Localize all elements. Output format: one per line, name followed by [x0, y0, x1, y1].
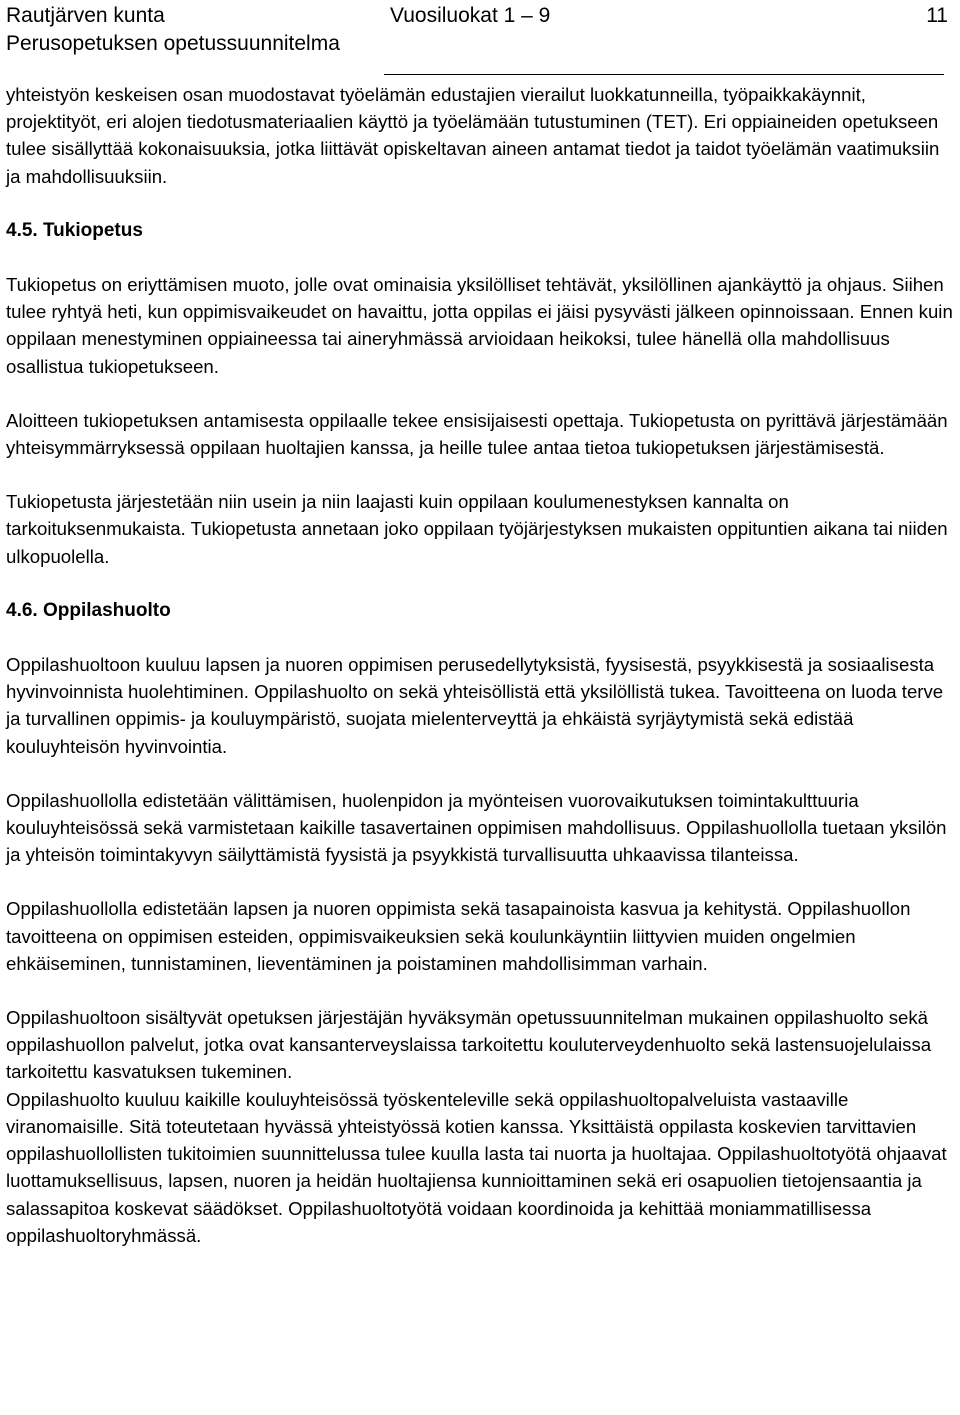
section-heading-oppilashuolto: 4.6. Oppilashuolto	[6, 599, 171, 621]
paragraph-intro: yhteistyön keskeisen osan muodostavat työelämän edustajien vierailut luokkatunneilla, työpaikkakäynnit, projektityöt, eri alojen tiedotusmateriaalien käyttö ja työelämään tutustuminen (TET). Eri oppiaineiden opetukseen tulee sisällyttää kokonaisuuksia, jotka liittävät opiskeltavan aineen antamat tiedot ja taidot työelämän vaatimuksiin ja mahdollisuuksiin.	[6, 84, 940, 187]
header-organization: Rautjärven kunta	[6, 4, 165, 27]
paragraph-oppilashuolto-4b: Oppilashuolto kuuluu kaikille kouluyhteisössä työskenteleville sekä oppilashuoltopalveluista vastaaville viranomaisille. Sitä toteutetaan hyvässä yhteistyössä kotien kanssa. Yksittäistä oppilasta koskevien tarvittavien oppilashuollollisten tukitoimien suunnittelussa tulee kuulla lasta tai nuorta ja huoltajaa. Oppilashuoltotyötä ohjaavat luottamuksellisuus, lapsen, nuoren ja heidän huoltajiensa kunnioittaminen sekä eri osapuolien tietojensaantia ja salassapitoa koskevat säädökset. Oppilashuoltotyötä voidaan koordinoida ja kehittää moniammatillisessa oppilashuoltoryhmässä.	[6, 1088, 947, 1246]
paragraph-oppilashuolto-2: Oppilashuollolla edistetään välittämisen, huolenpidon ja myönteisen vuorovaikutuksen toimintakulttuuria kouluyhteisössä sekä varmistetaan kaikille tasavertainen oppimisen mahdollisuus. Oppilashuollolla tuetaan yksilön ja yhteisön toimintakyvyn säilyttämistä fyysistä ja psyykkistä turvallisuutta uhkaavissa tilanteissa.	[6, 789, 947, 866]
paragraph-tukiopetus-1: Tukiopetus on eriyttämisen muoto, jolle ovat ominaisia yksilölliset tehtävät, yksilöllinen ajankäyttö ja ohjaus. Siihen tulee ryhtyä heti, kun oppimisvaikeudet on havaittu, jotta oppilas ei jäisi pysyvästi jälkeen opinnoissaan. Ennen kuin oppilaan menestyminen oppiaineessa tai aineryhmässä arvioidaan heikoksi, tulee hänellä olla mahdollisuus osallistua tukiopetukseen.	[6, 274, 953, 377]
header-document-title: Perusopetuksen opetussuunnitelma	[6, 32, 340, 55]
document-body	[6, 81, 956, 1249]
paragraph-tukiopetus-3: Tukiopetusta järjestetään niin usein ja niin laajasti kuin oppilaan koulumenestyksen kannalta on tarkoituksenmukaista. Tukiopetusta annetaan joko oppilaan työjärjestyksen mukaisten oppituntien aikana tai niiden ulkopuolella.	[6, 491, 948, 567]
page-header	[6, 2, 948, 77]
paragraph-oppilashuolto-3: Oppilashuollolla edistetään lapsen ja nuoren oppimista sekä tasapainoista kasvua ja kehitystä. Oppilashuollon tavoitteena on oppimisen esteiden, oppimisvaikeuksien sekä koulunkäyntiin liittyvien muiden ongelmien ehkäiseminen, tunnistaminen, lieventäminen ja poistaminen mahdollisimman varhain.	[6, 898, 911, 974]
header-page-number: 11	[926, 4, 948, 27]
header-grades: Vuosiluokat 1 – 9	[390, 4, 551, 27]
header-divider	[384, 74, 944, 75]
paragraph-tukiopetus-2: Aloitteen tukiopetuksen antamisesta oppilaalle tekee ensisijaisesti opettaja. Tukiopetusta on pyrittävä järjestämään yhteisymmärryksessä oppilaan huoltajien kanssa, ja heille tulee antaa tietoa tukiopetuksen järjestämisestä.	[6, 409, 948, 459]
paragraph-oppilashuolto-1: Oppilashuoltoon kuuluu lapsen ja nuoren oppimisen perusedellytyksistä, fyysisestä, psyykkisestä ja sosiaalisesta hyvinvoinnista huolehtiminen. Oppilashuolto on sekä yhteisöllistä että yksilöllistä tukea. Tavoitteena on luoda terve ja turvallinen oppimis- ja kouluympäristö, suojata mielenterveyttä ja ehkäistä syrjäytymistä sekä edistää kouluyhteisön hyvinvointia.	[6, 654, 944, 757]
section-heading-tukiopetus: 4.5. Tukiopetus	[6, 219, 143, 241]
paragraph-oppilashuolto-4a: Oppilashuoltoon sisältyvät opetuksen järjestäjän hyväksymän opetussuunnitelman mukainen oppilashuolto sekä oppilashuollon palvelut, jotka ovat kansanterveyslaissa tarkoitettu kouluterveydenhuolto sekä lastensuojelulaissa tarkoitettu kasvatuksen tukeminen.	[6, 1007, 932, 1083]
